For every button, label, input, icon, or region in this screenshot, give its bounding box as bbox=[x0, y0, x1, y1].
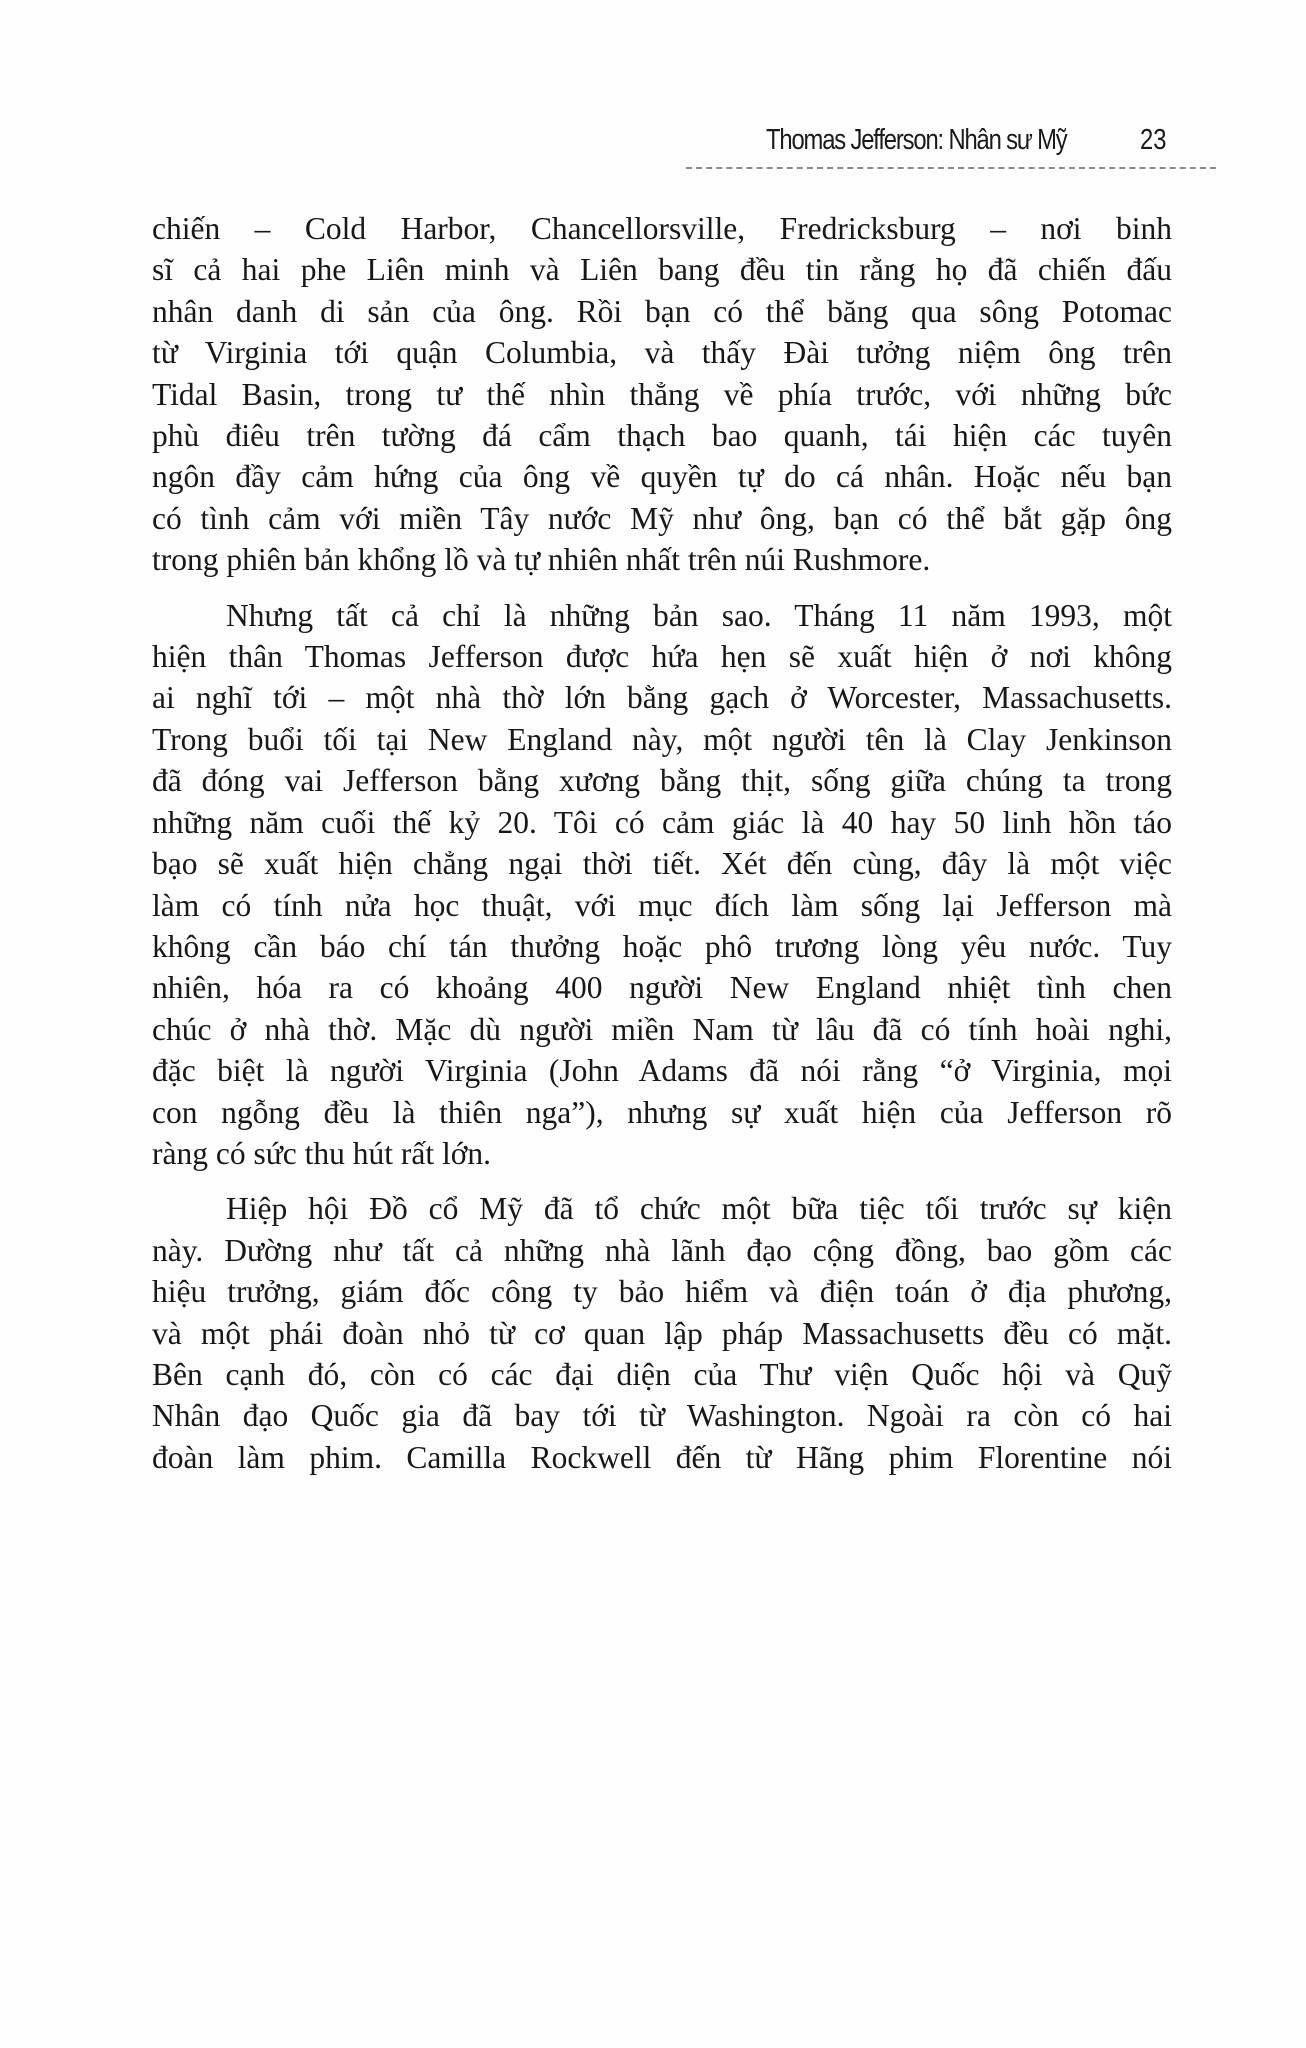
text-line: đặc biệt là người Virginia (John Adams đã nói rằng “ở Virginia, mọi bbox=[152, 1053, 1172, 1089]
paragraph-3 bbox=[152, 1188, 1172, 1478]
text-line: đoàn làm phim. Camilla Rockwell đến từ Hãng phim Florentine nói bbox=[152, 1439, 1172, 1475]
text-line: ai nghĩ tới – một nhà thờ lớn bằng gạch ở Worcester, Massachusetts. bbox=[152, 680, 1172, 716]
text-line: trong phiên bản khổng lồ và tự nhiên nhất trên núi Rushmore. bbox=[152, 542, 931, 578]
text-line: bạo sẽ xuất hiện chẳng ngại thời tiết. Xét đến cùng, đây là một việc bbox=[152, 846, 1172, 882]
text-line: nhiên, hóa ra có khoảng 400 người New England nhiệt tình chen bbox=[152, 970, 1172, 1006]
text-line: phù điêu trên tường đá cẩm thạch bao quanh, tái hiện các tuyên bbox=[152, 418, 1172, 454]
text-line: con ngỗng đều là thiên nga”), nhưng sự xuất hiện của Jefferson rõ bbox=[152, 1094, 1172, 1130]
text-line: Trong buổi tối tại New England này, một người tên là Clay Jenkinson bbox=[152, 721, 1172, 757]
paragraph-2 bbox=[152, 595, 1172, 1175]
text-line: Hiệp hội Đồ cổ Mỹ đã tổ chức một bữa tiệc tối trước sự kiện bbox=[226, 1191, 1172, 1227]
paragraph-1 bbox=[152, 208, 1172, 581]
text-line: hiệu trưởng, giám đốc công ty bảo hiểm và điện toán ở địa phương, bbox=[152, 1274, 1172, 1310]
text-line: chúc ở nhà thờ. Mặc dù người miền Nam từ lâu đã có tính hoài nghi, bbox=[152, 1011, 1172, 1047]
text-line: những năm cuối thế kỷ 20. Tôi có cảm giác là 40 hay 50 linh hồn táo bbox=[152, 804, 1172, 840]
text-line: từ Virginia tới quận Columbia, và thấy Đài tưởng niệm ông trên bbox=[152, 335, 1172, 371]
text-line: không cần báo chí tán thưởng hoặc phô trương lòng yêu nước. Tuy bbox=[152, 928, 1172, 964]
running-title: Thomas Jefferson: Nhân sư Mỹ bbox=[766, 124, 1067, 156]
text-line: này. Dường như tất cả những nhà lãnh đạo cộng đồng, bao gồm các bbox=[152, 1232, 1172, 1268]
running-header bbox=[686, 118, 1216, 170]
text-line: ràng có sức thu hút rất lớn. bbox=[152, 1135, 492, 1171]
text-line: làm có tính nửa học thuật, với mục đích làm sống lại Jefferson mà bbox=[152, 887, 1172, 923]
text-line: và một phái đoàn nhỏ từ cơ quan lập pháp Massachusetts đều có mặt. bbox=[152, 1315, 1172, 1351]
body-text bbox=[152, 208, 1172, 1492]
text-line: Nhân đạo Quốc gia đã bay tới từ Washington. Ngoài ra còn có hai bbox=[152, 1398, 1172, 1434]
text-line: ngôn đầy cảm hứng của ông về quyền tự do cá nhân. Hoặc nếu bạn bbox=[152, 459, 1172, 495]
text-line: có tình cảm với miền Tây nước Mỹ như ông, bạn có thể bắt gặp ông bbox=[152, 500, 1172, 536]
text-line: Nhưng tất cả chỉ là những bản sao. Tháng 11 năm 1993, một bbox=[226, 597, 1172, 633]
header-dashed-rule bbox=[686, 167, 1216, 169]
text-line: nhân danh di sản của ông. Rồi bạn có thể băng qua sông Potomac bbox=[152, 293, 1172, 329]
text-line: chiến – Cold Harbor, Chancellorsville, Fredricksburg – nơi binh bbox=[152, 211, 1172, 246]
text-line: sĩ cả hai phe Liên minh và Liên bang đều tin rằng họ đã chiến đấu bbox=[152, 252, 1172, 288]
text-line: đã đóng vai Jefferson bằng xương bằng thịt, sống giữa chúng ta trong bbox=[152, 763, 1172, 799]
text-line: hiện thân Thomas Jefferson được hứa hẹn sẽ xuất hiện ở nơi không bbox=[152, 639, 1172, 675]
page-number: 23 bbox=[1140, 124, 1167, 156]
text-line: Bên cạnh đó, còn có các đại diện của Thư viện Quốc hội và Quỹ bbox=[152, 1356, 1172, 1392]
text-line: Tidal Basin, trong tư thế nhìn thẳng về phía trước, với những bức bbox=[152, 376, 1172, 412]
